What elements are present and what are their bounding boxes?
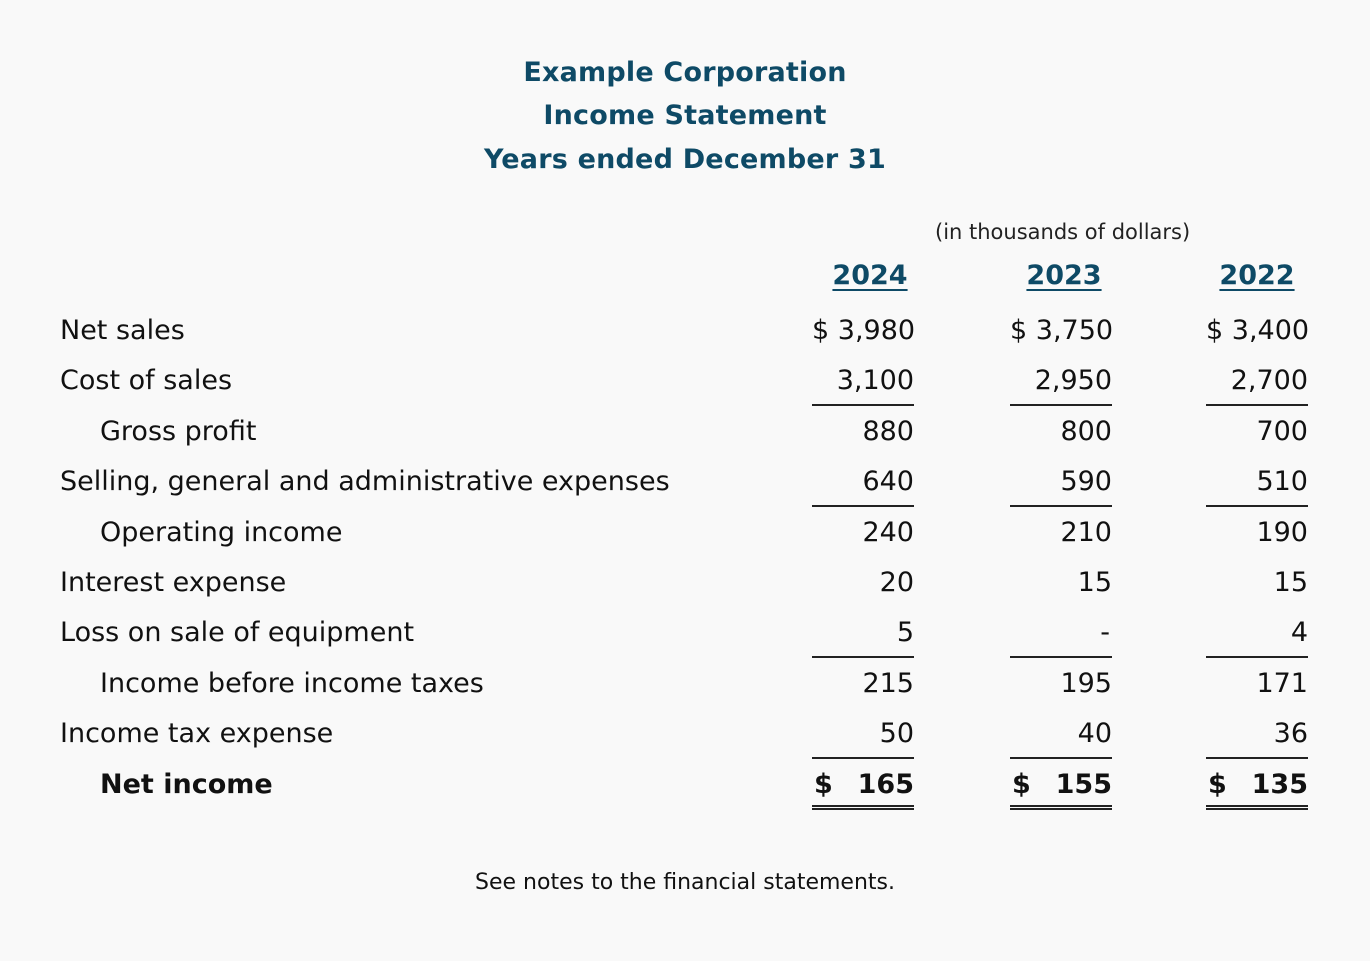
value-2024: 240 bbox=[862, 517, 914, 548]
row-label: Operating income bbox=[100, 517, 343, 548]
table-row-gross-profit bbox=[0, 407, 1370, 457]
row-label: Net income bbox=[100, 769, 273, 800]
value-2024: $ 3,980 bbox=[812, 315, 916, 346]
footnote: See notes to the financial statements. bbox=[475, 870, 895, 895]
row-label: Selling, general and administrative expenses bbox=[60, 466, 670, 497]
currency-symbol: $ bbox=[1208, 769, 1227, 800]
row-label: Gross profit bbox=[100, 416, 257, 447]
value-2024: 880 bbox=[862, 416, 914, 447]
value-2024: 3,100 bbox=[812, 356, 914, 406]
value-2023: $ 3,750 bbox=[1010, 315, 1114, 346]
row-label: Loss on sale of equipment bbox=[60, 617, 415, 648]
row-label: Income before income taxes bbox=[100, 668, 484, 699]
value-2024: 5 bbox=[812, 608, 914, 658]
year-header-2023: 2023 bbox=[1026, 260, 1102, 291]
table-row-income-before-taxes bbox=[0, 659, 1370, 709]
value-2024: 165 bbox=[857, 769, 914, 800]
table-row-net-sales bbox=[0, 306, 1370, 356]
value-2023: 155 bbox=[1055, 769, 1112, 800]
value-2023: 210 bbox=[1060, 517, 1112, 548]
value-2022: 36 bbox=[1206, 709, 1308, 759]
statement-title: Income Statement bbox=[543, 100, 827, 131]
value-2023-cell bbox=[1010, 760, 1112, 810]
value-2024-cell bbox=[812, 760, 914, 810]
table-row-interest-expense bbox=[0, 558, 1370, 608]
value-2022: 4 bbox=[1206, 608, 1308, 658]
table-row-cost-of-sales bbox=[0, 356, 1370, 406]
year-header-2022: 2022 bbox=[1219, 260, 1295, 291]
value-2024: 20 bbox=[879, 567, 914, 598]
value-2024: 640 bbox=[812, 457, 914, 507]
table-row-loss-on-sale bbox=[0, 608, 1370, 658]
row-label: Income tax expense bbox=[60, 718, 334, 749]
table-row-operating-income bbox=[0, 508, 1370, 558]
value-2022: 190 bbox=[1256, 517, 1308, 548]
row-label: Net sales bbox=[60, 315, 185, 346]
value-2023: 40 bbox=[1010, 709, 1112, 759]
value-2022: 2,700 bbox=[1206, 356, 1308, 406]
row-label: Interest expense bbox=[60, 567, 287, 598]
units-note: (in thousands of dollars) bbox=[935, 220, 1191, 244]
value-2023: 2,950 bbox=[1010, 356, 1112, 406]
year-header-2024: 2024 bbox=[832, 260, 908, 291]
value-2023: 590 bbox=[1010, 457, 1112, 507]
value-2022-cell bbox=[1206, 760, 1308, 810]
value-2022: 510 bbox=[1206, 457, 1308, 507]
value-2022: 135 bbox=[1251, 769, 1308, 800]
currency-symbol: $ bbox=[814, 769, 833, 800]
table-row-net-income bbox=[0, 760, 1370, 810]
value-2022: 15 bbox=[1273, 567, 1308, 598]
value-2023: - bbox=[1010, 608, 1112, 658]
value-2023: 800 bbox=[1060, 416, 1112, 447]
value-2022: $ 3,400 bbox=[1206, 315, 1310, 346]
value-2022: 171 bbox=[1256, 668, 1308, 699]
value-2022: 700 bbox=[1256, 416, 1308, 447]
table-row-income-tax-expense bbox=[0, 709, 1370, 759]
value-2023: 195 bbox=[1060, 668, 1112, 699]
value-2023: 15 bbox=[1077, 567, 1112, 598]
company-name: Example Corporation bbox=[523, 57, 847, 88]
statement-period: Years ended December 31 bbox=[484, 144, 886, 175]
value-2024: 50 bbox=[812, 709, 914, 759]
currency-symbol: $ bbox=[1012, 769, 1031, 800]
row-label: Cost of sales bbox=[60, 365, 233, 396]
table-row-sga-expenses bbox=[0, 457, 1370, 507]
value-2024: 215 bbox=[862, 668, 914, 699]
